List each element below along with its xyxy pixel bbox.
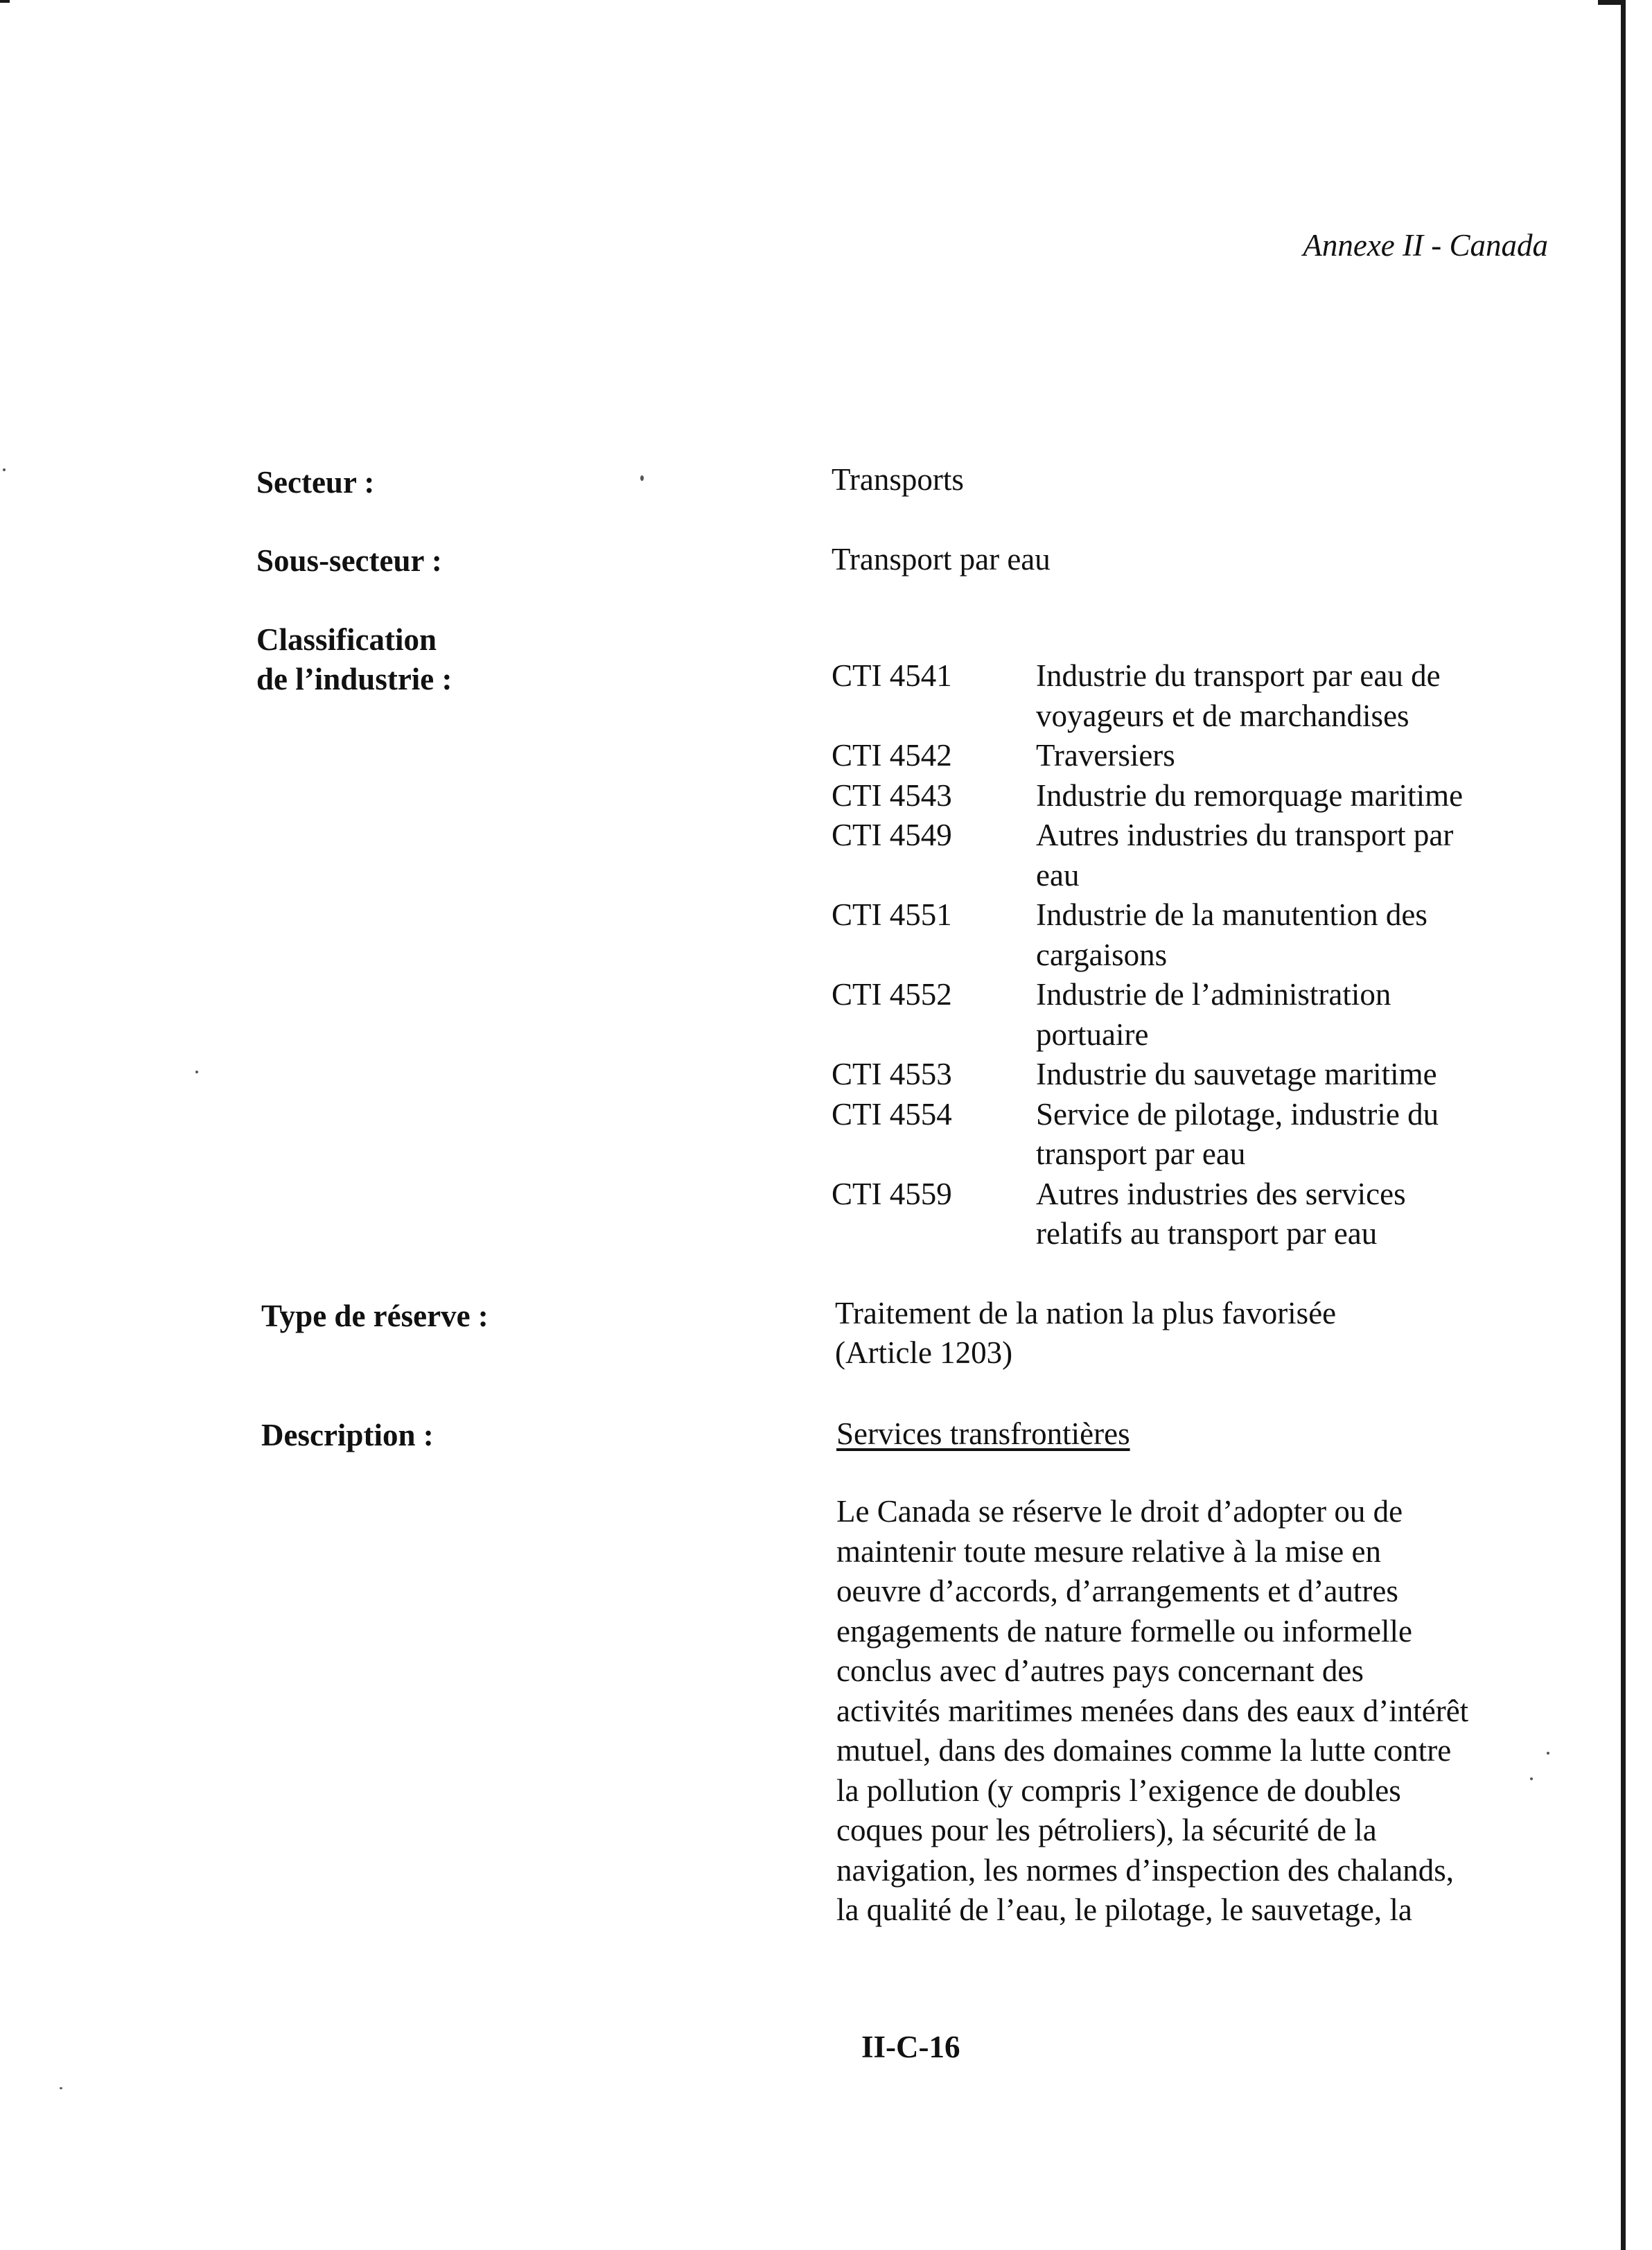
classification-code: CTI 4553 [832,1057,952,1091]
reservation-type-line: (Article 1203) [835,1335,1013,1370]
description-body-line: activités maritimes menées dans des eaux d’intérêt [836,1693,1469,1728]
scan-edge-right [1621,0,1626,2250]
classification-row [832,776,1552,816]
classification-code: CTI 4549 [832,818,952,852]
description-body-line: coques pour les pétroliers), la sécurité de la [836,1813,1377,1847]
description-label: Description : [261,1418,434,1452]
description-body-line: conclus avec d’autres pays concernant des [836,1653,1364,1688]
classification-code: CTI 4552 [832,977,952,1012]
classification-description [1036,975,1552,1055]
classification-description-line: Industrie de l’administration [1036,977,1391,1012]
classification-code: CTI 4541 [832,658,952,693]
classification-description-line: Traversiers [1036,738,1175,773]
classification-code: CTI 4559 [832,1176,952,1211]
classification-row [832,1175,1552,1254]
classification-code: CTI 4543 [832,777,952,813]
classification-description-line: Industrie du remorquage maritime [1036,777,1464,813]
classification-description [1036,736,1552,776]
classification-description [1036,1095,1552,1175]
classification-label-line: Classification [256,622,437,657]
classification-description-line: Industrie de la manutention des [1036,897,1427,932]
sector-value: Transports [832,462,964,497]
classification-description-line: eau [1036,857,1080,893]
classification-description-line: transport par eau [1036,1136,1246,1171]
reservation-type-label: Type de réserve : [261,1299,489,1333]
classification-description-line: Service de pilotage, industrie du [1036,1096,1439,1132]
classification-description-line: cargaisons [1036,937,1168,972]
classification-description [1036,895,1552,975]
scan-speck [640,475,644,481]
description-body-line: engagements de nature formelle ou informelle [836,1613,1412,1649]
scan-edge-corner [1598,0,1626,5]
description-body-line: Le Canada se réserve le droit d’adopter ou de [836,1494,1403,1529]
classification-label [256,620,452,699]
subsector-value: Transport par eau [832,542,1051,577]
classification-row [832,816,1552,895]
classification-row [832,895,1552,975]
classification-row [832,975,1552,1055]
classification-description [1036,1055,1552,1095]
running-header: Annexe II - Canada [1303,228,1548,263]
sector-label: Secteur : [256,465,375,500]
scan-speck [3,468,6,471]
classification-description-line: Autres industries des services [1036,1176,1406,1211]
scan-edge-mark [0,0,10,3]
classification-description-line: relatifs au transport par eau [1036,1216,1378,1251]
description-body [836,1492,1571,1931]
scan-speck [60,2087,62,2089]
classification-description-line: Industrie du sauvetage maritime [1036,1057,1437,1091]
description-body-line: la pollution (y compris l’exigence de doubles [836,1773,1401,1808]
scan-speck [195,1071,198,1073]
classification-row [832,656,1552,736]
classification-code: CTI 4554 [832,1096,952,1132]
classification-row [832,1055,1552,1095]
classification-description-line: Autres industries du transport par [1036,818,1454,852]
classification-description-line: Industrie du transport par eau de [1036,658,1441,693]
classification-description-line: portuaire [1036,1017,1149,1052]
classification-description [1036,776,1552,816]
description-heading: Services transfrontières [836,1416,1130,1451]
reservation-type-value [835,1294,1336,1373]
classification-row [832,736,1552,776]
description-body-line: oeuvre d’accords, d’arrangements et d’autres [836,1574,1398,1608]
page-number: II-C-16 [861,2030,960,2064]
classification-description-line: voyageurs et de marchandises [1036,698,1409,733]
classification-description [1036,656,1552,736]
classification-label-line: de l’industrie : [256,662,452,696]
reservation-type-line: Traitement de la nation la plus favorisée [835,1296,1337,1330]
description-body-line: mutuel, dans des domaines comme la lutte contre [836,1733,1452,1768]
classification-code: CTI 4542 [832,738,952,773]
classification-row [832,1095,1552,1175]
classification-code: CTI 4551 [832,897,952,932]
description-body-line: la qualité de l’eau, le pilotage, le sauvetage, la [836,1892,1412,1927]
classification-description [1036,1175,1552,1254]
classification-description [1036,816,1552,895]
industry-classification-table [832,656,1552,1254]
subsector-label: Sous-secteur : [256,543,442,578]
description-body-line: maintenir toute mesure relative à la mise en [836,1533,1381,1569]
description-body-line: navigation, les normes d’inspection des chalands, [836,1852,1455,1888]
